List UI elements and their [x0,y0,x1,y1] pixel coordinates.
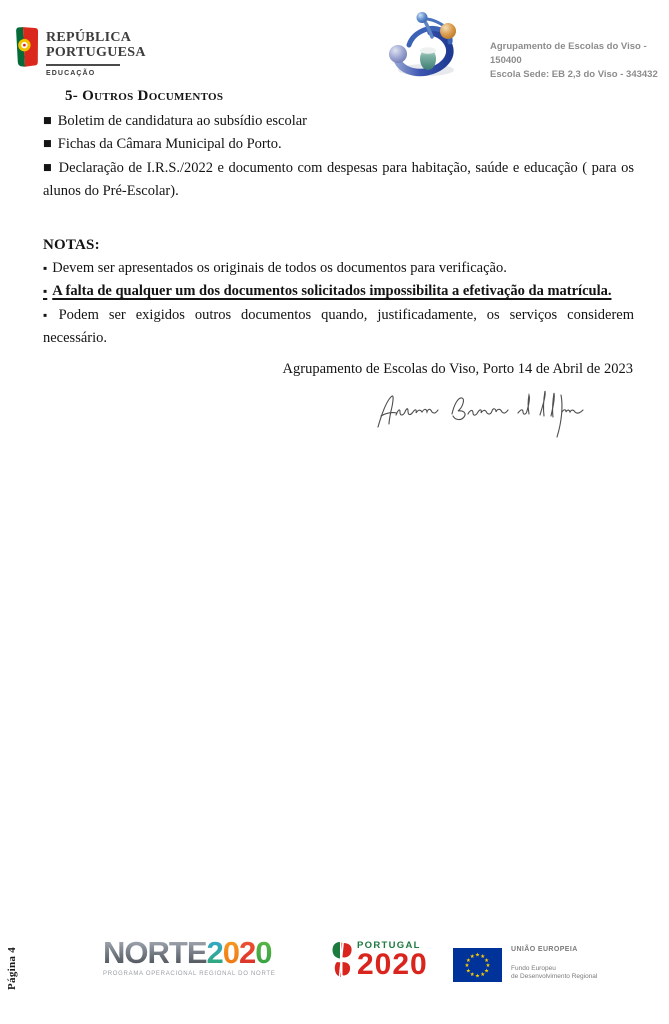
svg-text:★: ★ [480,972,486,979]
eu-fund-line1: Fundo Europeu [511,965,556,972]
gov-department: EDUCAÇÃO [46,70,96,77]
note-item-emphasized [43,280,634,303]
norte2020-digit: 0 [222,935,239,970]
svg-text:★: ★ [480,953,486,960]
norte2020-name: NORTE [103,935,207,970]
page-number: Página 4 [6,946,18,990]
signature [372,383,590,445]
norte2020-digit: 2 [239,935,256,970]
square-bullet-icon: ■ [43,136,52,153]
norte2020-digit: 2 [206,935,223,970]
school-sede: Escola Sede: EB 2,3 do Viso - 343432 [490,69,658,80]
svg-text:★: ★ [484,957,490,964]
note-item [43,257,634,280]
portugal2020-name: PORTUGAL [357,940,421,951]
list-item [43,133,634,156]
note-text: A falta de qualquer um dos documentos solicitados impossibilita a efetivação da matrícula. [52,283,612,300]
svg-text:★: ★ [469,972,475,979]
notes-section [43,233,634,351]
small-bullet-icon: ▪ [43,261,48,275]
note-item [43,304,634,351]
portugal2020-logo [331,941,428,983]
portugal2020-flag-icon [331,941,353,983]
gov-name-line1: REPÚBLICA [46,30,132,45]
norte2020-subtitle: PROGRAMA OPERACIONAL REGIONAL DO NORTE [103,971,276,977]
school-id-block [490,40,669,82]
portugal2020-year: 2020 [357,948,428,981]
footer-logos [0,935,669,995]
svg-text:★: ★ [475,952,480,959]
svg-text:★: ★ [484,968,490,975]
square-bullet-icon: ■ [43,159,53,176]
svg-text:★: ★ [465,968,471,975]
school-name: Agrupamento de Escolas do Viso - 150400 [490,41,647,66]
small-bullet-icon: ▪ [43,307,54,322]
section-heading: 5- Outros Documentos [65,88,224,104]
list-item-text: Declaração de I.R.S./2022 e documento com despesas para habitação, saúde e educação ( para os alunos do Pré-Escolar). [43,159,634,200]
small-bullet-icon: ▪ [43,284,48,299]
gov-logo [14,24,146,77]
square-bullet-icon: ■ [43,113,52,129]
list-item [43,110,634,133]
eu-fund-line2: de Desenvolvimento Regional [511,973,598,980]
norte2020-digit: 0 [255,935,272,970]
svg-text:★: ★ [485,963,491,969]
svg-text:★: ★ [465,957,471,964]
eu-title: UNIÃO EUROPEIA [511,946,578,953]
gov-rule [46,64,120,66]
school-logo-icon [384,6,469,81]
place-date-line: Agrupamento de Escolas do Viso, Porto 14 de Abril de 2023 [282,361,633,377]
section-outros-documentos [43,88,634,204]
portuguese-flag-icon [14,24,41,71]
svg-text:★: ★ [475,973,480,980]
notes-heading: NOTAS: [43,237,100,253]
note-text: Podem ser exigidos outros documentos quando, justificadamente, os serviços considerem necessário. [43,306,634,347]
list-item [43,157,634,204]
list-item-text: Fichas da Câmara Municipal do Porto. [57,136,282,153]
gov-name-line2: PORTUGUESA [46,45,146,60]
eu-flag-icon [453,948,502,982]
list-item-text: Boletim de candidatura ao subsídio escolar [57,113,308,129]
svg-text:★: ★ [464,963,470,969]
norte2020-logo [103,935,276,977]
note-text: Devem ser apresentados os originais de todos os documentos para verificação. [52,260,507,276]
svg-text:★: ★ [469,953,475,960]
